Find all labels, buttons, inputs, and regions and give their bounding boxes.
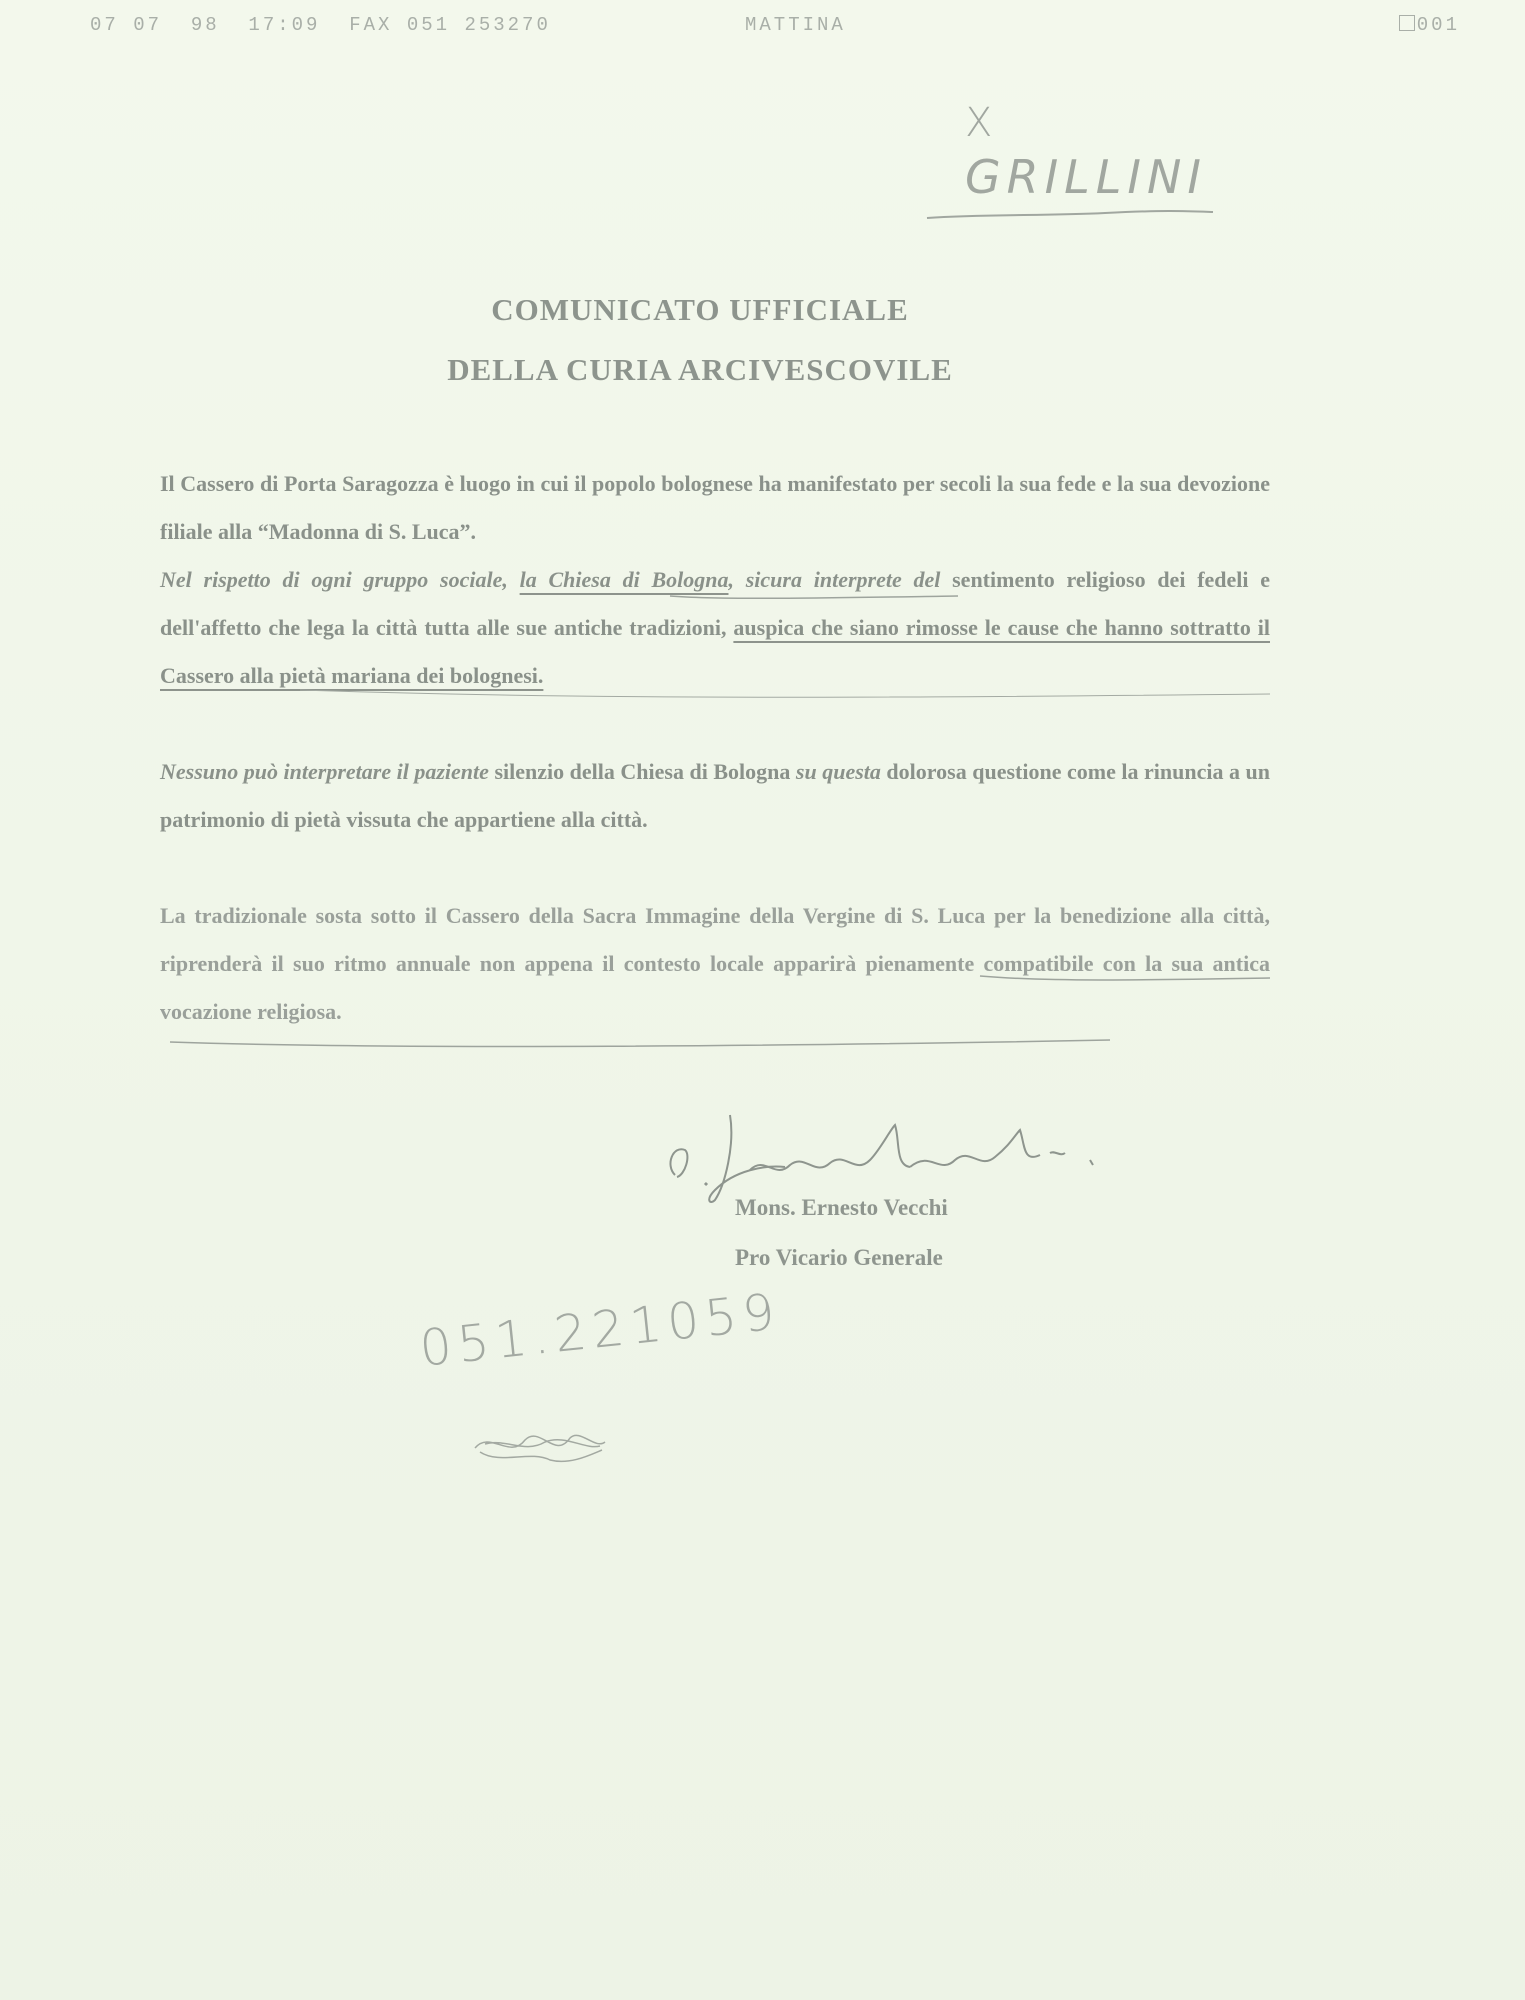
fax-header-page-number: 001 — [1416, 14, 1460, 36]
paragraph-1 — [160, 460, 1270, 556]
paragraph-3 — [160, 748, 1270, 844]
paragraph-2-part-c: , sicura interprete del — [728, 567, 953, 592]
paragraph-2-text — [160, 556, 1270, 700]
fax-header-sender: MATTINA — [745, 14, 846, 36]
paragraph-4-text: La tradizionale sosta sotto il Cassero della Sacra Immagine della Vergine di S. Luca per la benedizione alla città, riprenderà il suo ritmo annuale non appena il contesto locale apparirà pienamente compatibile con la sua antica vocazione religiosa. — [160, 903, 1270, 1024]
paragraph-2-part-e: auspica che siano rimosse le cause che hanno sottratto il Cassero alla pietà mariana dei bolognesi. — [160, 615, 1270, 688]
handwritten-underline — [925, 208, 1215, 222]
fax-header — [90, 14, 1460, 44]
page-box-icon — [1399, 15, 1415, 31]
paragraph-4 — [160, 892, 1270, 1036]
fax-header-datetime: 07 07 98 17:09 FAX 051 253270 — [90, 14, 551, 36]
document-title-line1: COMUNICATO UFFICIALE — [491, 292, 909, 327]
signatory-role: Pro Vicario Generale — [735, 1245, 943, 1270]
paragraph-2-part-a: Nel rispetto di ogni gruppo sociale, — [160, 567, 520, 592]
paragraph-2-part-d: sentimento religioso dei fedeli e dell'affetto che lega la città tutta alle sue antiche tradizioni, — [160, 567, 1271, 640]
paragraph-3-part-a: Nessuno può interpretare il paziente — [160, 759, 489, 784]
handwritten-phone-number: 051.221059 — [416, 1282, 784, 1378]
fax-header-page — [1399, 14, 1460, 36]
document-title-line2: DELLA CURIA ARCIVESCOVILE — [447, 352, 953, 387]
scribble-mark — [470, 1420, 610, 1470]
handwritten-mark: X — [965, 100, 993, 146]
paragraph-3-part-b: silenzio della Chiesa di Bologna — [488, 759, 796, 784]
paragraph-3-part-d: dolorosa questione come la rinuncia a un patrimonio di pietà vissuta che appartiene alla città. — [160, 759, 1270, 832]
paragraph-3-part-c: su questa — [795, 759, 881, 784]
paragraph-2 — [160, 556, 1270, 700]
signatory-name: Mons. Ernesto Vecchi — [735, 1195, 948, 1220]
handwritten-recipient: GRILLINI — [965, 150, 1207, 204]
paragraph-1-text: Il Cassero di Porta Saragozza è luogo in cui il popolo bolognese ha manifestato per secoli la sua fede e la sua devozione filiale alla “Madonna di S. Luca”. — [160, 471, 1270, 544]
paragraph-2-part-b: la Chiesa di Bologna — [519, 567, 729, 592]
paragraph-3-text — [160, 748, 1270, 844]
